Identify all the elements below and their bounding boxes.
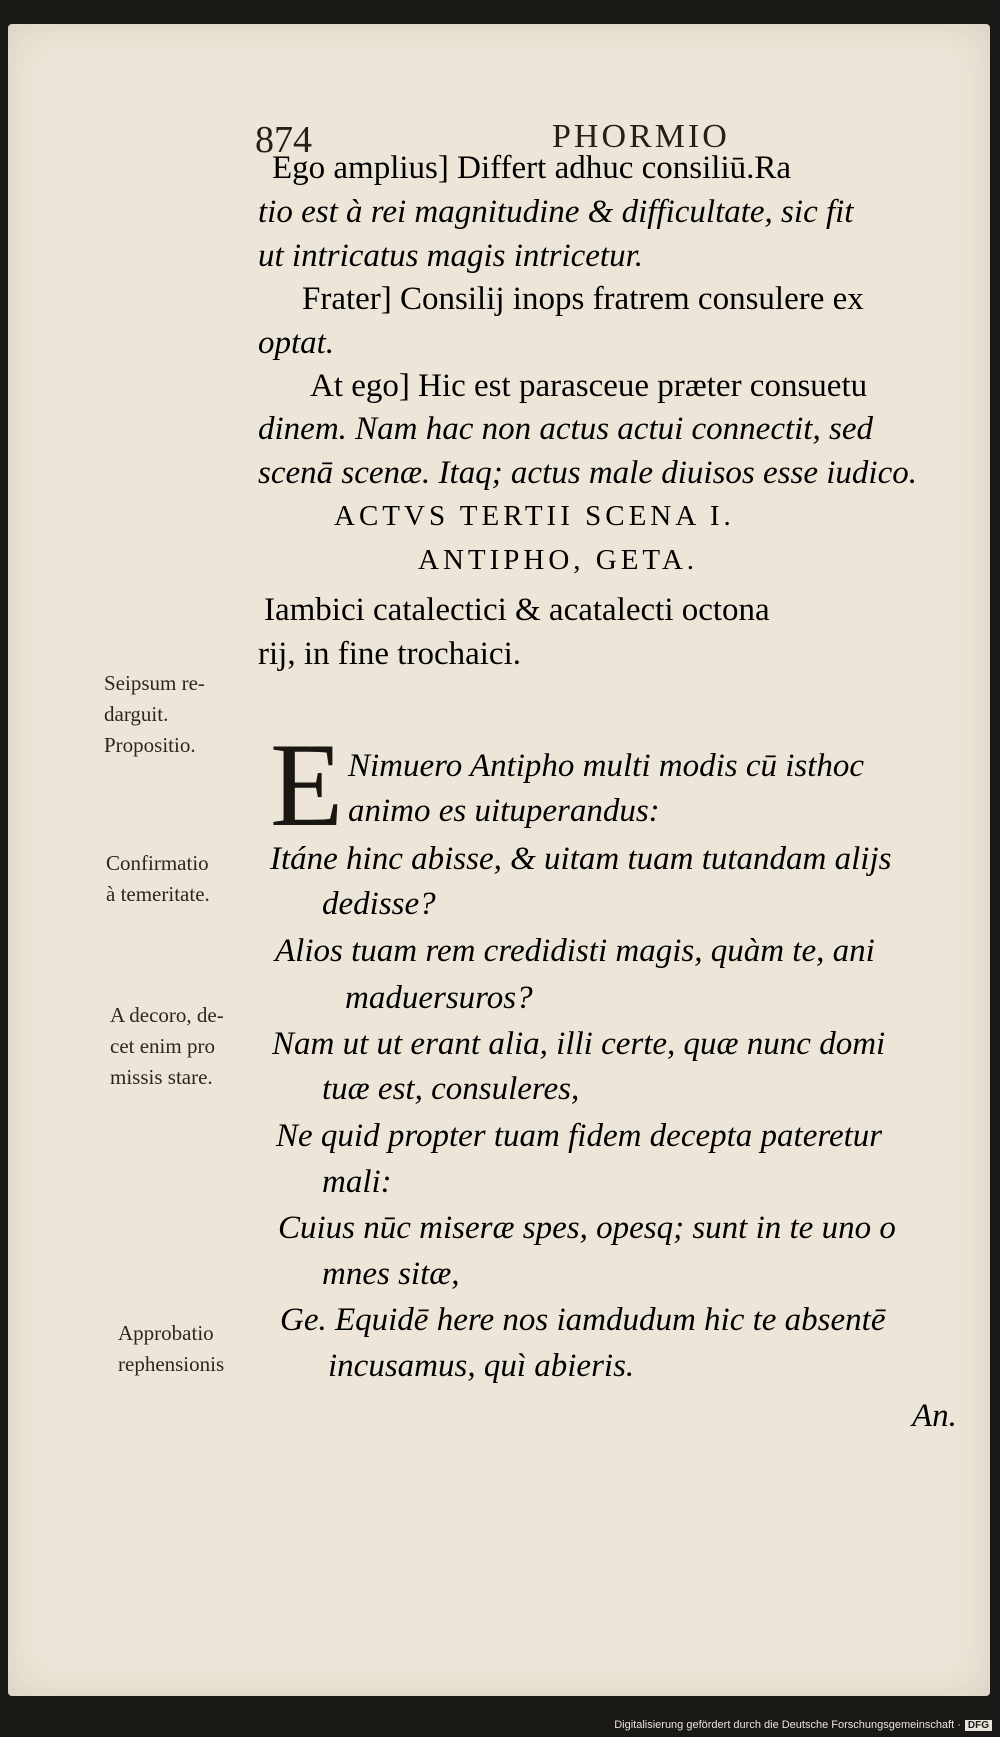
verse-line: Cuius nūc miseræ spes, opesq; sunt in te uno o xyxy=(278,1210,896,1246)
verse-line: Ne quid propter tuam fidem decepta pateretur xyxy=(276,1118,883,1154)
text-line: Frater] Consilij inops fratrem consulere ex xyxy=(302,281,864,317)
verse-line: Nam ut ut erant alia, illi certe, quæ nunc domi xyxy=(272,1026,886,1062)
text-line: dinem. Nam hac non actus actui connectit, sed xyxy=(258,411,873,447)
text-line: scenā scenæ. Itaq; actus male diuisos esse iudico. xyxy=(258,455,917,491)
characters-heading: ANTIPHO, GETA. xyxy=(418,544,699,576)
verse-line: mali: xyxy=(322,1164,392,1200)
verse-line: tuæ est, consuleres, xyxy=(322,1071,580,1107)
digitization-credit: Digitalisierung gefördert durch die Deutsche Forschungsgemeinschaft · DFG xyxy=(614,1719,992,1731)
page-number: 874 xyxy=(255,119,312,161)
verse-line: Alios tuam rem credidisti magis, quàm te, ani xyxy=(275,933,875,969)
text-line: tio est à rei magnitudine & difficultate, sic fit xyxy=(258,194,854,230)
text-line: ut intricatus magis intricetur. xyxy=(258,238,644,274)
verse-line: mnes sitæ, xyxy=(322,1256,460,1292)
verse-line: Itáne hinc abisse, & uitam tuam tutandam alijs xyxy=(270,841,892,877)
margin-note: Propositio. xyxy=(104,733,196,757)
margin-note: Confirmatio à temeritate. xyxy=(106,851,210,906)
verse-line: dedisse? xyxy=(322,886,436,922)
act-heading: ACTVS TERTII SCENA I. xyxy=(334,500,735,532)
meter-note-line: rij, in fine trochaici. xyxy=(258,636,521,672)
margin-note: Seipsum re- darguit. xyxy=(104,671,205,726)
text-line: optat. xyxy=(258,325,335,361)
margin-note: Approbatio rephensionis xyxy=(118,1321,225,1376)
text-line: At ego] Hic est parasceue præter consuetu xyxy=(310,368,868,404)
text-line: Ego amplius] Differt adhuc consiliū.Ra xyxy=(272,150,792,186)
verse-line: animo es uituperandus: xyxy=(348,793,660,829)
verse-line: maduersuros? xyxy=(345,980,533,1016)
running-head: PHORMIO xyxy=(552,118,730,155)
verse-line: Ge. Equidē here nos iamdudum hic te absentē xyxy=(280,1302,886,1338)
verse-line: incusamus, quì abieris. xyxy=(328,1348,635,1384)
dfg-logo-icon: DFG xyxy=(965,1720,992,1731)
verse-line: Nimuero Antipho multi modis cū isthoc xyxy=(348,748,865,784)
drop-cap-initial: E xyxy=(270,718,344,851)
catchword: An. xyxy=(912,1398,957,1434)
meter-note-line: Iambici catalectici & acatalecti octona xyxy=(264,592,770,628)
margin-note: A decoro, de- cet enim pro missis stare. xyxy=(110,1003,224,1089)
